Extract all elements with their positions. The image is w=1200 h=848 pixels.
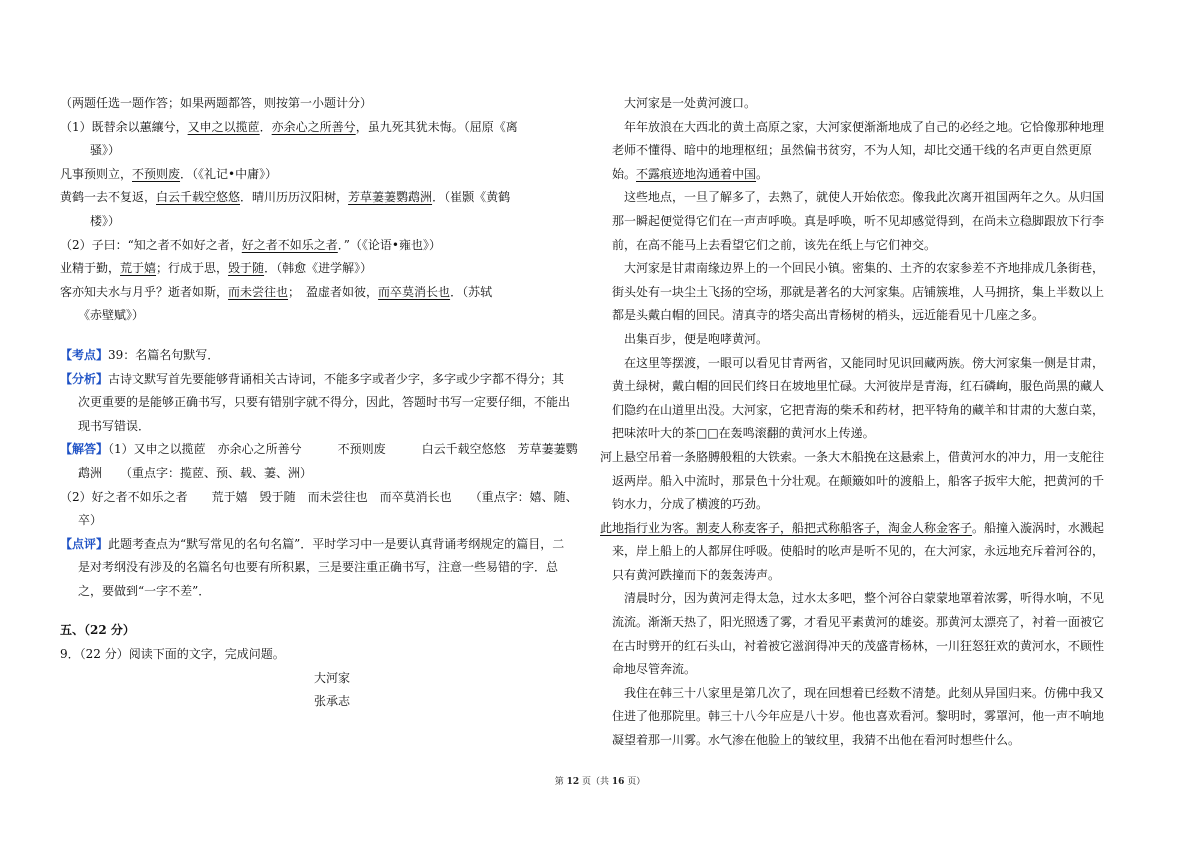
answer-blank: 毁于随: [228, 261, 265, 276]
answer-blank: 不预则废: [132, 166, 181, 181]
answer-blank: 荒于嬉: [120, 261, 157, 276]
total-pages: 16: [611, 777, 625, 787]
underlined-sentence: 不露痕迹地沟通着中国: [636, 166, 757, 181]
answer-line: 凡事预则立，不预则废．（《礼记•中庸》）: [60, 166, 278, 181]
right-column: [600, 92, 1132, 753]
article-line: 凝望着那一川雾。水气渗在他脸上的皱纹里，我猜不出他在看河时想些什么。: [612, 733, 1021, 748]
answer-blank: 好之者不如乐之者: [241, 237, 338, 252]
answer-line: 《赤壁赋》）: [78, 308, 145, 323]
answer-blank: 而未尝往也: [228, 284, 289, 299]
jieda-line: （2）好之者不如乐之者 荒于嬉 毁于随 而未尝往也 而卒莫消长也 （重点字：嬉、随、: [60, 489, 578, 504]
fenxi-line: 次更重要的是能够正确书写，只要有错别字就不得分，因此，答题时书写一定要仔细，不能出: [78, 395, 571, 410]
article-line: 此地指行业为客。割麦人称麦客子，船把式称船客子，淘金人称金客子。船撞入漩涡时，水溅起: [600, 520, 1105, 535]
answer-line: 楼》）: [90, 213, 121, 228]
question-9: 9．（22 分）阅读下面的文字，完成问题。: [60, 647, 285, 662]
answer-line: （1）既替余以蕙纕兮，又申之以揽茝．亦余心之所善兮，虽九死其犹未悔。（屈原《离: [60, 119, 518, 134]
answer-blank: 白云千载空悠悠: [156, 190, 241, 205]
article-line: 这些地点，一旦了解多了，去熟了，就使人开始依恋。像我此次离开祖国两年之久。从归国: [612, 190, 1105, 205]
left-column: [60, 92, 590, 714]
fenxi-tag: 【分析】: [60, 371, 109, 386]
article-line: 大河家是甘肃南缘边界上的一个回民小镇。密集的、土齐的农家参差不齐地排成几条街巷，: [612, 261, 1105, 276]
article-line: 黄土绿树，戴白帽的回民们终日在坡地里忙碌。大河彼岸是青海，红石磷峋，服色尚黑的藏人: [612, 379, 1105, 394]
article-line: 在这里等摆渡，一眼可以看见甘青两省，又能同时见识回藏两族。傍大河家集一侧是甘肃，: [612, 355, 1105, 370]
jieda-line: 卒）: [78, 513, 103, 528]
article-line: 住进了他那院里。韩三十八今年应是八十岁。他也喜欢看河。黎明时，雾罩河，他一声不响地: [612, 709, 1105, 724]
jieda-line: 鹉洲 （重点字：揽茝、预、载、萋、洲）: [78, 465, 313, 480]
page-footer: 第 12 页（共 16 页）: [554, 777, 646, 787]
dianping-line: 之，要做到“一字不差”．: [78, 583, 211, 598]
answer-line: 骚》）: [90, 143, 121, 158]
article-author: 张承志: [314, 694, 351, 709]
dianping-line: 是对考纲没有涉及的名篇名句也要有所积累，三是要注重正确书写，注意一些易错的字．总: [78, 560, 559, 575]
article-line: 在古时劈开的红石头山，衬着被它滋润得冲天的茂盛青杨林，一川狂怒狂欢的黄河水，不顾性: [612, 638, 1105, 653]
article-line: 流流。渐渐天热了，阳光照透了雾，才看见平素黄河的雄姿。那黄河太漂亮了，衬着一面被它: [612, 615, 1105, 630]
answer-line: 黄鹤一去不复返，白云千载空悠悠．晴川历历汉阳树，芳草萋萋鹦鹉洲．（崔颢《黄鹤: [60, 190, 511, 205]
jieda-tag: 【解答】: [60, 442, 109, 457]
kaodian-line: 【考点】39：名篇名句默写．: [60, 347, 220, 362]
article-line: 那一瞬起便觉得它们在一声声呼唤。真是呼唤，听不见却感觉得到，在尚未立稳脚跟放下行李: [612, 213, 1105, 228]
jieda-line: 【解答】（1）又申之以揽茝 亦余心之所善兮 不预则废 白云千载空悠悠 芳草萋萋鹦: [60, 442, 578, 457]
section-heading: 五、（22 分）: [60, 623, 135, 638]
article-line: 把味浓叶大的茶□□在轰鸣滚翻的黄河水上传递。: [612, 426, 875, 441]
dianping-tag: 【点评】: [60, 536, 109, 551]
article-line: 钧水力，分成了横渡的巧劲。: [612, 497, 769, 512]
article-line: 们隐约在山道里出没。大河家，它把青海的柴禾和药材，把平特角的藏羊和甘肃的大葱白菜，: [612, 402, 1105, 417]
article-line: 始。不露痕迹地沟通着中国。: [612, 166, 769, 181]
article-line: 都是头戴白帽的回民。清真寺的塔尖高出青杨树的梢头，远近能看见十几座之多。: [612, 308, 1045, 323]
kaodian-tag: 【考点】: [60, 347, 109, 362]
fenxi-line: 现书写错误．: [78, 418, 151, 433]
answer-blank: 又申之以揽茝: [187, 119, 260, 134]
article-line: 河上悬空吊着一条胳膊般粗的大铁索。一条大木船挽在这悬索上，借黄河水的冲力，用一支舵往: [600, 449, 1105, 464]
article-line: 返两岸。船入中流时，那景色十分壮观。在颠簸如叶的渡船上，船客子扳牢大舵，把黄河的千: [612, 473, 1105, 488]
underlined-sentence: 此地指行业为客。割麦人称麦客子，船把式称船客子，淘金人称金客子: [600, 520, 973, 535]
instruction-line: （两题任选一题作答；如果两题都答，则按第一小题计分）: [60, 96, 373, 110]
answer-blank: 亦余心之所善兮: [271, 119, 356, 134]
article-line: 只有黄河跌撞而下的轰轰涛声。: [612, 567, 781, 582]
article-line: 老师不懂得、暗中的地理枢纽；虽然偏书贫穷，不为人知，却比交通干线的名声更自然更原: [612, 143, 1093, 158]
article-line: 街头处有一块尘土飞扬的空场，那就是著名的大河家集。店铺簇堆，人马拥挤，集上半数以上: [612, 284, 1105, 299]
answer-line: 客亦知夫水与月乎？逝者如斯，而未尝往也； 盈虚者如彼，而卒莫消长也．（苏轼: [60, 284, 493, 299]
article-line: 清晨时分，因为黄河走得太急，过水太多吧，整个河谷白蒙蒙地罩着浓雾，听得水响，不见: [612, 591, 1105, 606]
article-line: 命地尽管奔流。: [612, 662, 697, 677]
article-title: 大河家: [314, 670, 351, 685]
article-line: 出集百步，便是咆哮黄河。: [612, 331, 769, 346]
answer-blank: 芳草萋萋鹦鹉洲: [348, 190, 433, 205]
page-number: 12: [566, 777, 580, 787]
article-line: 大河家是一处黄河渡口。: [612, 96, 757, 110]
answer-blank: 而卒莫消长也: [378, 284, 451, 299]
article-line: 前，在高不能马上去看望它们之前，该先在纸上与它们神交。: [612, 237, 937, 252]
article-line: 来，岸上船上的人都屏住呼吸。使船时的吆声是听不见的，在大河家，永远地充斥着河谷的，: [612, 544, 1105, 559]
dianping-line: 【点评】此题考查点为“默写常见的名句名篇”．平时学习中一是要认真背诵考纲规定的篇目，二: [60, 536, 565, 551]
article-line: 年年放浪在大西北的黄土高原之家，大河家便渐渐地成了自己的必经之地。它恰像那种地理: [612, 119, 1105, 134]
fenxi-line: 【分析】古诗文默写首先要能够背诵相关古诗词，不能多字或者少字，多字或少字都不得分；其: [60, 371, 565, 386]
answer-line: （2）子曰：“知之者不如好之者，好之者不如乐之者．”（《论语•雍也》）: [60, 237, 442, 252]
answer-line: 业精于勤，荒于嬉；行成于思，毁于随．（韩愈《进学解》）: [60, 261, 373, 276]
article-line: 我住在韩三十八家里是第几次了，现在回想着已经数不清楚。此刻从异国归来。仿佛中我又: [612, 685, 1105, 700]
